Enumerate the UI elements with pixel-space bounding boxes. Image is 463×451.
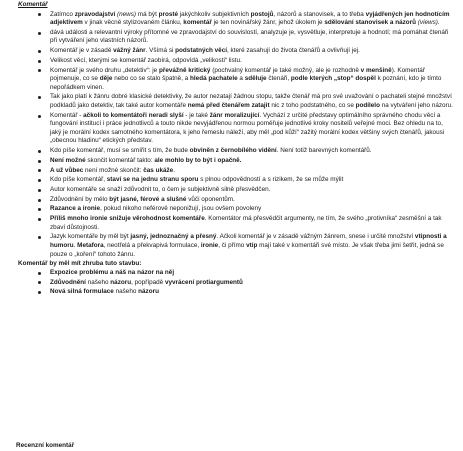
text-run: vážný žánr — [113, 47, 146, 55]
text-run: nebo co se stalo špatně, a — [112, 75, 191, 83]
text-run: Komentář je svého druhu „detektiv“: je — [50, 66, 159, 74]
bullet-item — [38, 11, 455, 28]
text-run: Není možné — [50, 156, 86, 164]
text-run: jakýchkoliv subjektivních — [178, 10, 251, 18]
text-run: a — [237, 75, 245, 83]
text-run: Expozice problému a náš na názor na něj — [50, 268, 175, 276]
text-run: žánr moralizující — [209, 111, 260, 119]
bullet-item — [38, 205, 455, 214]
text-run: čas ukáže — [143, 166, 174, 174]
text-run: v jinak věcně stylizovaném článku, — [82, 19, 184, 27]
structure-item — [38, 269, 455, 278]
text-run: , pokud nikoho neférově neponižují, jsou ovšem povoleny — [100, 205, 262, 213]
text-run: Zdůvodnění by mělo — [50, 195, 110, 203]
text-run: Autor komentáře se snaží zdůvodnit to, o čem je subjektivně silně přesvědčen. — [50, 186, 271, 193]
text-run: skončit komentář takto: — [85, 156, 155, 164]
text-run: být jasné, férové a slušné — [109, 195, 187, 203]
text-run: Velikost věcí, kterými se komentář zaobírá, odpovídá „velikosti“ listu. — [50, 56, 242, 64]
text-run: postojů — [250, 10, 274, 18]
text-run: komentář — [183, 19, 212, 27]
text-run: . Ačkoli komentář je v zásadě vážným žánrem, snese i určité množství — [216, 233, 415, 241]
text-run: dává události a relevantní výroky přítomné ve zpravodajství do souvislostí, analyzuje je, vysvětluje, interpretuje a hodnotí; má pomáhat čtenáři při vytváření jeho vlastních názorů. — [50, 28, 449, 45]
text-run: jasný, jednoznačný a přesný — [130, 233, 217, 241]
text-run: . — [73, 242, 78, 250]
bullet-item — [38, 147, 455, 156]
text-run: ačkoli to komentátoři neradi slyší — [83, 111, 184, 119]
text-run: vyjádřených jen hodnotícím adjektivem — [50, 10, 450, 27]
bullet-item — [38, 196, 455, 205]
text-run: našeho — [113, 288, 139, 296]
bullet-item — [38, 233, 455, 259]
text-run: s plnou odpovědností a s rizikem, že se může mýlit — [198, 176, 344, 184]
text-run: nic z toho podstatného, co se — [269, 101, 356, 109]
text-run: názoru — [138, 288, 159, 296]
text-run: Razance a ironie — [50, 205, 101, 213]
text-run: vůči oponentům. — [186, 195, 235, 203]
bullet-item — [38, 112, 455, 146]
komentar-bullet-list — [16, 11, 455, 260]
text-run: Kdo píše komentář, — [50, 176, 107, 184]
bullet-item — [38, 57, 455, 66]
text-run: Zatímco — [50, 10, 75, 18]
bullet-item — [38, 167, 455, 176]
text-run: ale mohlo by to být i opačně. — [154, 156, 242, 164]
text-run: . — [173, 166, 175, 174]
text-run: , které zasahují do života čtenářů a ovlivňují jej. — [227, 47, 360, 55]
text-run: obviněn z černobílého vidění — [189, 147, 277, 155]
next-section-heading-cutoff: Recenzní komentář — [16, 442, 75, 449]
text-run: vyvrácení protiargumentů — [164, 278, 243, 286]
text-run: není možné skončit: — [83, 166, 144, 174]
text-run: k poznání, kdo je tímto nepořádkem vinen. — [50, 75, 442, 91]
text-run: , názorů a stanovisek, a to třeba — [273, 10, 366, 18]
text-run: zpravodajství — [74, 10, 116, 18]
structure-heading: Komentář by měl mít zhruba tuto stavbu: — [18, 260, 142, 268]
text-run: názoru — [110, 278, 132, 286]
structure-bullet-list — [16, 269, 455, 297]
bullet-item — [38, 176, 455, 185]
text-run: Komentář je v zásadě — [50, 47, 114, 55]
text-run: podílelo — [355, 101, 380, 109]
text-run: nemá před čtenářem zatajit — [187, 101, 270, 109]
text-run: ). Komentář pojmenuje, co se — [50, 66, 425, 83]
text-run: A už vůbec — [50, 166, 84, 174]
text-run: prosté — [158, 10, 178, 18]
text-run: (news) — [117, 10, 137, 18]
text-run: , či přímo — [218, 242, 247, 250]
text-run: , neotřelá a překvapivá formulace, — [103, 242, 201, 250]
text-run: (views). — [417, 19, 440, 27]
text-run: čtenáři, — [266, 75, 291, 83]
structure-item — [38, 288, 455, 297]
bullet-item — [38, 67, 455, 93]
text-run: je ten novinářský žánr, jehož úkolem je — [211, 19, 325, 27]
bullet-item — [38, 157, 455, 166]
text-run: - je také — [183, 111, 210, 119]
text-run: . Komentátor má přesvědčit argumenty, ne tím, že svého „protivníka“ zesměšní a tak zbaví důstojnosti. — [50, 215, 442, 231]
bullet-item — [38, 93, 455, 110]
text-run: Příliš mnoho ironie snižuje věrohodnost komentáře — [50, 215, 205, 223]
bullet-item — [38, 215, 455, 232]
text-run: . Všímá si — [145, 47, 176, 55]
text-run: , popřípadě — [131, 278, 165, 286]
text-run: vtipnosti a humoru — [50, 233, 447, 250]
text-run: mají také v komentáři své místo. Je však třeba jimi šetřit, jedná se pouze o „koření“ tohoto žánru. — [50, 242, 444, 258]
text-run: Metafora — [77, 242, 104, 250]
text-run: má být — [136, 10, 159, 18]
text-run: Zdůvodnění — [50, 278, 86, 286]
structure-item — [38, 279, 455, 288]
text-run: převážně kritický — [158, 66, 211, 74]
text-run: Tak jako platí k žánru dobré klasické detektivky, že autor nezatají žádnou stopu, takže čtenář má pro své uvažování o pachateli stejné množství podkladů jako detektiv, tak také autor komentáře — [50, 93, 452, 109]
text-run: podstatných věcí — [175, 47, 227, 55]
text-run: sděluje — [244, 75, 267, 83]
text-run: našeho — [85, 278, 111, 286]
bullet-item — [38, 186, 455, 195]
text-run: Kdo píše komentář, musí se smířit s tím, že bude — [50, 147, 190, 155]
text-run: vtip — [246, 242, 258, 250]
text-run: děje — [99, 75, 113, 83]
bullet-item — [38, 29, 455, 46]
text-run: Komentář - — [50, 111, 84, 119]
text-run: Nová silná formulace — [50, 288, 114, 296]
text-run: na vytváření jeho názoru. — [379, 101, 453, 109]
text-run: v menšině — [360, 66, 392, 74]
text-run: . Není totiž barevných komentářů. — [276, 147, 372, 155]
text-run: hledá pachatele — [190, 75, 238, 83]
bullet-item — [38, 47, 455, 56]
text-run: ironie — [200, 242, 219, 250]
text-run: sdělování stanovisek a názorů — [324, 19, 417, 27]
text-run: (pochvalný komentář je také možný, ale je rozhodně — [210, 66, 361, 74]
text-run: Jazyk komentáře by měl být — [50, 233, 131, 241]
section-title: Komentář — [18, 1, 48, 8]
text-run: podle kterých „stop“ dospěl — [290, 75, 376, 83]
text-run: staví se na jednu stranu sporu — [106, 176, 199, 184]
text-run: . Vychází z určité představy optimálního správného chodu věcí a fungování institucí i práce jednotlivců a touto nikde nevyjádřenou normou poměřuje jednotlivé kroky nositelů veřejné moci. Bez ohledu na to, jaký je morální kodex samotného komentátora, k jeho řemeslu náleží, aby měl „pod kůží“ zažitý morální kodex většiny svých čtenářů, jakousi „obecnou hladinu“ etických představ. — [50, 111, 445, 145]
